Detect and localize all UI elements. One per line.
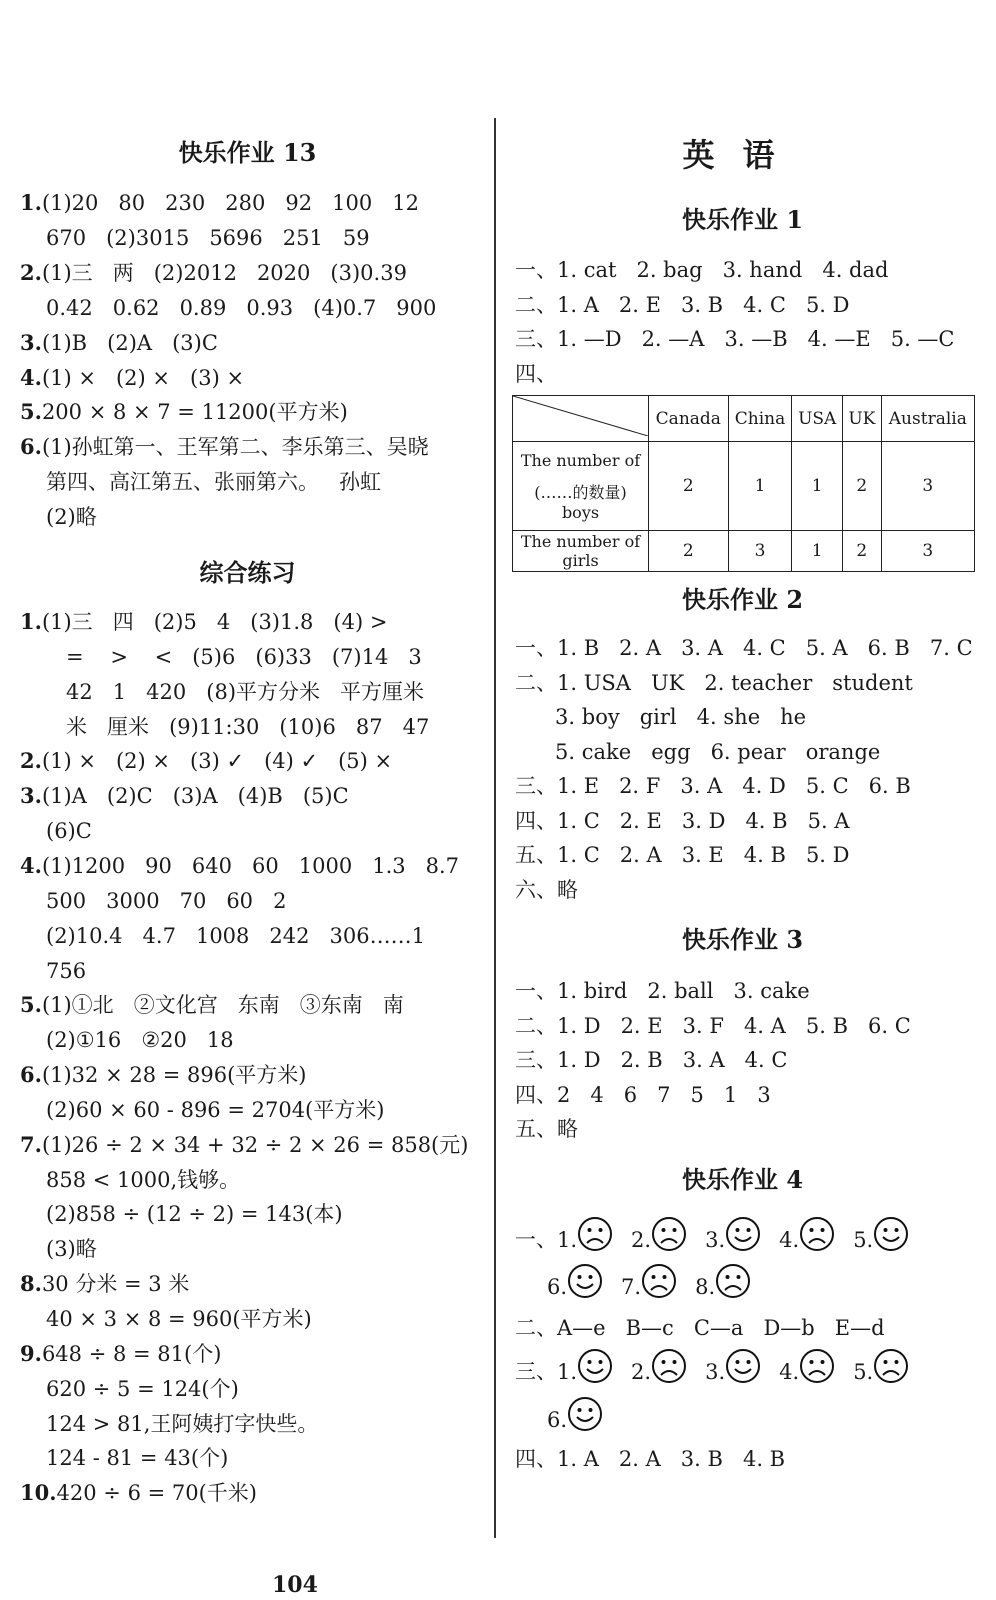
answer-text: (1)A (2)C (3)A (4)B (5)C <box>41 784 349 809</box>
answer-text: 670 (2)3015 5696 251 59 <box>46 225 370 250</box>
answer-line: 3. boy girl 4. she he <box>515 705 807 729</box>
table-cell: 2 <box>649 442 729 531</box>
table-cell: 3 <box>728 531 792 572</box>
answer-line: 5. cake egg 6. pear orange <box>515 739 881 764</box>
question-number: 1. <box>557 1227 578 1252</box>
answer-line: 四、 <box>515 361 557 386</box>
answer-line <box>20 1092 384 1128</box>
answer-text: 620 ÷ 5 = 124(个) <box>46 1376 239 1401</box>
answer-line: 四、1. C 2. E 3. D 4. B 5. A <box>515 808 850 833</box>
table-cell: 1 <box>792 442 843 531</box>
answer-line <box>20 429 429 465</box>
answer-text: 40 × 3 × 8 = 960(平方米) <box>46 1307 312 1331</box>
column-header: Australia <box>881 396 974 442</box>
answer-text: 124 - 81 = 43(个) <box>46 1446 229 1471</box>
face-answer <box>621 1275 677 1299</box>
face-answer <box>705 1360 761 1384</box>
answer-line <box>20 464 381 500</box>
answer-line <box>20 325 218 361</box>
question-number: 2. <box>631 1227 652 1252</box>
answer-line <box>20 918 425 954</box>
answer-line <box>20 674 424 710</box>
question-number: 7. <box>621 1274 642 1299</box>
question-number: 2. <box>20 748 42 774</box>
answer-line <box>20 255 407 291</box>
face-answer <box>853 1360 909 1384</box>
answer-text: (1)三 两 (2)2012 2020 (3)0.39 <box>41 260 407 285</box>
face-answer <box>631 1360 687 1384</box>
column-header: UK <box>843 396 882 442</box>
answer-text: 124 > 81,王阿姨打字快些。 <box>46 1411 319 1436</box>
face-answer-line <box>515 1216 927 1266</box>
answer-text: 420 ÷ 6 = 70(千米) <box>56 1481 257 1506</box>
question-number: 1. <box>557 1359 578 1384</box>
smiley-face-icon <box>725 1348 761 1398</box>
answer-line: 五、1. C 2. A 3. E 4. B 5. D <box>515 843 850 867</box>
question-number: 3. <box>20 783 42 809</box>
smiley-face-icon <box>873 1216 909 1266</box>
answer-text: 858 < 1000,钱够。 <box>46 1167 241 1192</box>
section-title-hw1: 快乐作业 1 <box>681 205 804 234</box>
section-prefix: 一、 <box>515 1227 557 1252</box>
answer-text: (1)B (2)A (3)C <box>41 330 218 355</box>
table-cell: 2 <box>843 531 882 572</box>
answer-line: 六、略 <box>515 877 578 902</box>
answer-text: 648 ÷ 8 = 81(个) <box>41 1341 222 1366</box>
answer-text: 30 分米 = 3 米 <box>41 1272 190 1297</box>
answer-line <box>20 709 429 745</box>
question-number: 8. <box>695 1274 716 1299</box>
row-label-line: The number of <box>520 450 641 470</box>
face-answer <box>705 1228 761 1252</box>
answer-line: 一、1. cat 2. bag 3. hand 4. dad <box>515 258 889 282</box>
answer-text: (2)10.4 4.7 1008 242 306……1 <box>46 923 425 948</box>
answer-line: 三、1. —D 2. —A 3. —B 4. —E 5. —C <box>515 327 955 351</box>
question-number: 6. <box>20 1062 42 1088</box>
table-row <box>513 531 975 572</box>
question-number: 5. <box>853 1359 874 1384</box>
sad-face-icon <box>715 1263 751 1313</box>
answer-text: (2)60 × 60 - 896 = 2704(平方米) <box>46 1097 385 1122</box>
question-number: 7. <box>20 1131 42 1157</box>
sad-face-icon <box>651 1216 687 1266</box>
answer-line <box>20 1196 343 1232</box>
question-number: 6. <box>547 1274 568 1299</box>
answer-line: 四、1. A 2. A 3. B 4. B <box>515 1447 786 1471</box>
answer-line <box>20 1057 307 1093</box>
table-cell: 3 <box>881 442 974 531</box>
table-cell: 1 <box>728 442 792 531</box>
answer-line <box>20 290 436 326</box>
answer-line: 一、1. bird 2. ball 3. cake <box>515 979 810 1003</box>
smiley-face-icon <box>725 1216 761 1266</box>
answer-text: (1)①北 ②文化宫 东南 ③东南 南 <box>41 993 404 1018</box>
answer-line <box>20 1231 97 1267</box>
sad-face-icon <box>651 1348 687 1398</box>
answer-line <box>20 1440 228 1476</box>
left-column <box>20 0 475 1600</box>
question-number: 10. <box>20 1480 57 1506</box>
answer-text: (1)孙虹第一、王军第二、李乐第三、吴晓 <box>41 435 429 460</box>
sad-face-icon <box>873 1348 909 1398</box>
answer-text: (2)858 ÷ (12 ÷ 2) = 143(本) <box>46 1202 343 1227</box>
answer-line: 三、1. D 2. B 3. A 4. C <box>515 1048 788 1073</box>
answer-table <box>512 395 975 572</box>
sad-face-icon <box>799 1348 835 1398</box>
answer-line: 五、略 <box>515 1117 578 1142</box>
face-answer <box>853 1228 909 1252</box>
table-row <box>513 442 975 531</box>
row-label <box>513 442 649 531</box>
sad-face-icon <box>799 1216 835 1266</box>
question-number: 5. <box>20 992 42 1018</box>
table-cell: 2 <box>649 531 729 572</box>
answer-line <box>20 987 404 1023</box>
section-title-review: 综合练习 <box>199 558 296 587</box>
face-answer <box>557 1360 613 1384</box>
answer-line <box>20 1162 240 1198</box>
question-number: 2. <box>631 1359 652 1384</box>
answer-line <box>20 1127 468 1163</box>
answer-text: (1)32 × 28 = 896(平方米) <box>41 1063 307 1088</box>
face-answer <box>557 1228 613 1252</box>
sad-face-icon <box>577 1216 613 1266</box>
answer-line: 三、1. E 2. F 3. A 4. D 5. C 6. B <box>515 774 911 798</box>
answer-line <box>20 499 97 535</box>
smiley-face-icon <box>567 1396 603 1446</box>
subject-title: 英语 <box>682 136 803 174</box>
answer-line <box>20 604 387 640</box>
table-cell: 3 <box>881 531 974 572</box>
answer-text: (2)①16 ②20 18 <box>46 1028 234 1053</box>
right-column <box>515 0 973 1600</box>
answer-text: 第四、高江第五、张丽第六。 孙虹 <box>46 470 382 495</box>
answer-line <box>20 185 419 221</box>
answer-text: = > < (5)6 (6)33 (7)14 3 <box>46 644 422 669</box>
table-header-row <box>513 396 975 442</box>
question-number: 5. <box>20 399 42 425</box>
question-number: 4. <box>779 1359 800 1384</box>
answer-text: (1)1200 90 640 60 1000 1.3 8.7 <box>41 853 460 878</box>
answer-line <box>20 953 86 989</box>
answer-text: 200 × 8 × 7 = 11200(平方米) <box>41 400 348 425</box>
face-answer-line <box>515 1263 769 1313</box>
face-answer-line <box>515 1348 927 1398</box>
diagonal-corner-cell <box>513 396 649 442</box>
column-divider <box>494 118 496 1538</box>
question-number: 4. <box>20 364 42 390</box>
section-title-hw3: 快乐作业 3 <box>681 925 804 954</box>
section-title-hw2: 快乐作业 2 <box>681 585 804 614</box>
table-cell: 2 <box>843 442 882 531</box>
answer-text: 500 3000 70 60 2 <box>46 888 287 913</box>
column-header: USA <box>792 396 843 442</box>
sad-face-icon <box>641 1263 677 1313</box>
section-title-hw4: 快乐作业 4 <box>681 1165 804 1194</box>
question-number: 6. <box>547 1407 568 1432</box>
answer-line <box>20 883 286 919</box>
answer-text: (1)三 四 (2)5 4 (3)1.8 (4) > <box>41 610 388 634</box>
answer-text: 756 <box>46 958 87 983</box>
section-title-hw13: 快乐作业 13 <box>178 138 317 167</box>
answer-text: (1)20 80 230 280 92 100 12 <box>41 191 419 215</box>
question-number: 4. <box>779 1227 800 1252</box>
diagonal-line <box>513 396 648 436</box>
table-cell: 1 <box>792 531 843 572</box>
row-label-line: The number of girls <box>520 532 641 570</box>
answer-line: 四、2 4 6 7 5 1 3 <box>515 1082 771 1107</box>
answer-line <box>20 1336 221 1372</box>
face-answer-line <box>515 1396 621 1446</box>
answer-line: 二、1. USA UK 2. teacher student <box>515 670 913 695</box>
face-answer <box>779 1228 835 1252</box>
answer-line <box>20 394 348 430</box>
question-number: 3. <box>705 1227 726 1252</box>
answer-text: (6)C <box>46 819 92 844</box>
answer-line <box>20 1301 312 1337</box>
answer-line: 二、1. D 2. E 3. F 4. A 5. B 6. C <box>515 1013 911 1038</box>
answer-text: 42 1 420 (8)平方分米 平方厘米 <box>46 679 425 704</box>
smiley-face-icon <box>577 1348 613 1398</box>
answer-text: (1) × (2) × (3) × <box>41 365 245 390</box>
face-answer <box>695 1275 751 1299</box>
question-number: 4. <box>20 852 42 878</box>
answer-line <box>20 220 370 256</box>
answer-line <box>20 1406 318 1442</box>
answer-line <box>20 743 392 779</box>
answer-text: (1) × (2) × (3) ✓ (4) ✓ (5) × <box>41 749 393 774</box>
column-header: China <box>728 396 792 442</box>
page-number: 104 <box>272 1572 318 1598</box>
answer-line <box>20 1266 189 1302</box>
question-number: 8. <box>20 1271 42 1297</box>
answer-text: (2)略 <box>46 505 97 530</box>
face-answer <box>779 1360 835 1384</box>
answer-line <box>20 1371 239 1407</box>
question-number: 3. <box>705 1359 726 1384</box>
answer-line <box>20 1022 234 1058</box>
answer-line: 一、1. B 2. A 3. A 4. C 5. A 6. B 7. C <box>515 636 973 660</box>
row-label-line: (……的数量) boys <box>534 482 627 522</box>
answer-line: 二、1. A 2. E 3. B 4. C 5. D <box>515 292 850 317</box>
question-number: 3. <box>20 329 42 355</box>
row-label <box>513 531 649 572</box>
answer-text: (3)略 <box>46 1237 97 1262</box>
section-prefix: 三、 <box>515 1359 557 1384</box>
face-answer <box>631 1228 687 1252</box>
answer-line <box>20 778 349 814</box>
question-number: 1. <box>20 609 42 634</box>
question-number: 2. <box>20 259 42 285</box>
answer-line: 二、A—e B—c C—a D—b E—d <box>515 1316 885 1340</box>
answer-line <box>20 360 244 396</box>
answer-line <box>20 813 92 849</box>
question-number: 6. <box>20 434 42 460</box>
answer-line <box>20 1475 257 1511</box>
answer-text: (1)26 ÷ 2 × 34 + 32 ÷ 2 × 26 = 858(元) <box>41 1132 469 1157</box>
face-answer <box>547 1408 603 1432</box>
question-number: 5. <box>853 1227 874 1252</box>
question-number: 1. <box>20 190 42 215</box>
smiley-face-icon <box>567 1263 603 1313</box>
answer-line <box>20 848 459 884</box>
answer-text: 0.42 0.62 0.89 0.93 (4)0.7 900 <box>46 295 437 320</box>
answer-text: 米 厘米 (9)11:30 (10)6 87 47 <box>46 714 430 739</box>
face-answer <box>547 1275 603 1299</box>
answer-line <box>20 639 422 675</box>
column-header: Canada <box>649 396 729 442</box>
question-number: 9. <box>20 1340 42 1366</box>
